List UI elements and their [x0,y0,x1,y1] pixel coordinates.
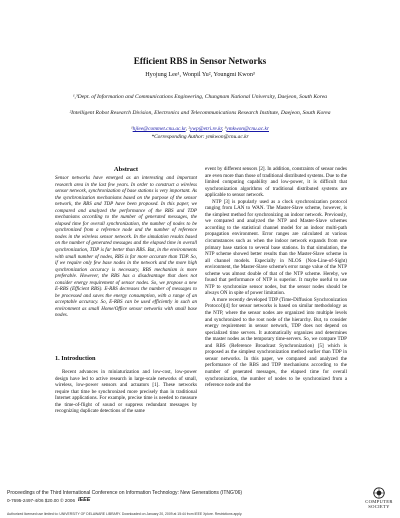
isbn-text: 0-7695-2497-4/06 $20.00 © 2006 [7,497,76,503]
computer-society-emblem-icon [372,487,386,499]
email-prefix-1: ¹ [131,126,133,132]
logo-text-computer: COMPUTER [365,499,393,504]
paper-title: Efficient RBS in Sensor Networks [133,56,267,66]
right-paragraph-2: NTP [3] is popularly used as a clock synchronization protocol ranging from LAN to WAN. The Master-Slave scheme, however, is the simplest method for synchronizing an indoor network. Previously, we compared and analyzed the NTP and Master-Slave schemes according to the statistical channel model for an indoor multi-path propagation environment. Error ranges are calculated at various circumstances such as when the indoor network expands from one primary base station to several base stations. In that simulation, the NTP scheme showed better results than the Master-Slave scheme in all channel models. Especially in NLOS (Non-Line-of-Sight) environment, the Master-Slave scheme's error range value of the NTP scheme was almost double of that of the NTP scheme. Hereby, we found that performance of NTP is superior. It maybe useful to use NTP to synchronize sensor nodes, but the sensor nodes should be always ON in spite of power limitation. [205,198,347,297]
affiliation-1: ¹,³Dept. of Information and Communications Engineering, Chungnam National University, Daejeon, South Korea [72,94,328,100]
right-paragraph-1: event by different sensors [2]. In addition, constraints of sensor nodes are even more than those of traditional distributed systems. Due to the limited computing capability and low-power, it is difficult that synchronization algorithms of traditional distributed systems are applicable to sensor network. [205,166,347,199]
right-paragraph-3: A more recently developed TDP (Time-Diffusion Synchronization Protocol)[4] for sensor networks is based on similar methodology as the NTP, where the sensor nodes are organized into multiple levels and synchronized to the root node of the hierarchy. But, to consider energy requirement in sensor network, TDP does not depend on specialized time servers. It automatically organizes and determines the master nodes as the temporary time-servers. So, we compare TDP and RBS (Reference Broadcast Synchronization) [5] which is proposed as the simplest synchronization method earlier than TDP in sensor networks. In this paper, we compared and analyzed the performance of the RBS and TDP mechanisms according to the number of generated messages, the elapsed time for overall synchronization, the number of nodes to be synchronized from a reference node and the [205,296,347,389]
email-prefix-2: , ² [185,126,190,132]
introduction-paragraph: Recent advances in miniaturization and low-cost, low-power design have led to active research in large-scale networks of small, wireless, low-power sensors and actuators [1]. These networks require that time be synchronized more precisely than in traditional Internet applications. For example, precise time is needed to measure the time-of-flight of sound or suppress redundant messages by recognizing duplicate detections of the same [55,369,197,415]
logo-text-society: SOCIETY [368,504,390,509]
email-line [0,126,400,132]
affiliation-2: ²Intelligent Robot Research Division, Electronics and Telecommunications Research Institute, Daejeon, South Korea [69,110,331,116]
isbn-line [7,497,90,503]
email-link-1[interactable]: hjlee@commet.cnu.ac.kr [132,126,186,132]
email-link-3[interactable]: ymkwon@cnu.ac.kr [226,126,269,132]
corresponding-author: *Corresponding Author: ymkwon@cnu.ac.kr [151,134,249,140]
proceedings-line: Proceedings of the Third International Conference on Information Technology: New Generations (ITNG'06) [7,490,243,496]
section-heading-introduction: 1. Introduction [55,355,96,362]
introduction-body [55,369,197,415]
right-column [205,166,347,389]
abstract-text: Sensor networks have emerged as an interesting and important research area in the last few years. In order to construct a wireless sensor network, synchronization of base stations is very important. As the synchronization mechanisms based on the purpose of the sensor network, the RBS and TDP have been proposed. In this paper, we compared and analyzed the performance of the RBS and TDP mechanisms according to the number of generated messages, the elapsed time for overall synchronization, the number of nodes to be synchronized from a reference node and the number of reference nodes in the wireless sensor network. In the simulation results based on the number of generated messages and the elapsed time in overall synchronization, TDP is far better than RBS. But, in the environments with small number of nodes, RBS is far more accurate than TDP. So, if we require only few base nodes in the network and the more high synchronization accuracy is necessary, RBS mechanism is more preferable. However, the RBS has a disadvantage that does not consider energy requirement of sensor nodes. So, we propose a new E-RBS (Efficient RBS). E-RBS decreases the number of messages to be processed and saves the energy consumption, with a range of an acceptable accuracy. So, E-RBS can be used efficiently in such an environment as small Home/Office sensor networks with small base nodes. [55,175,197,319]
email-link-2[interactable]: ywp@etri.re.kr [189,126,222,132]
author-list: Hyojung Lee¹, Wonpil Yu², Youngmi Kwon³ [145,71,255,78]
abstract-heading: Abstract [113,166,139,173]
authorized-use-note: Authorized licensed use limited to: UNIVERSITY OF DELAWARE LIBRARY. Downloaded on January 20, 2009 at 15:44 from IEEE Xplore. Restrictions apply. [7,512,243,516]
computer-society-logo [364,487,394,509]
email-prefix-3: , ³ [221,126,227,132]
ieee-logo: IEEE [78,497,91,503]
abstract-body [55,175,197,319]
